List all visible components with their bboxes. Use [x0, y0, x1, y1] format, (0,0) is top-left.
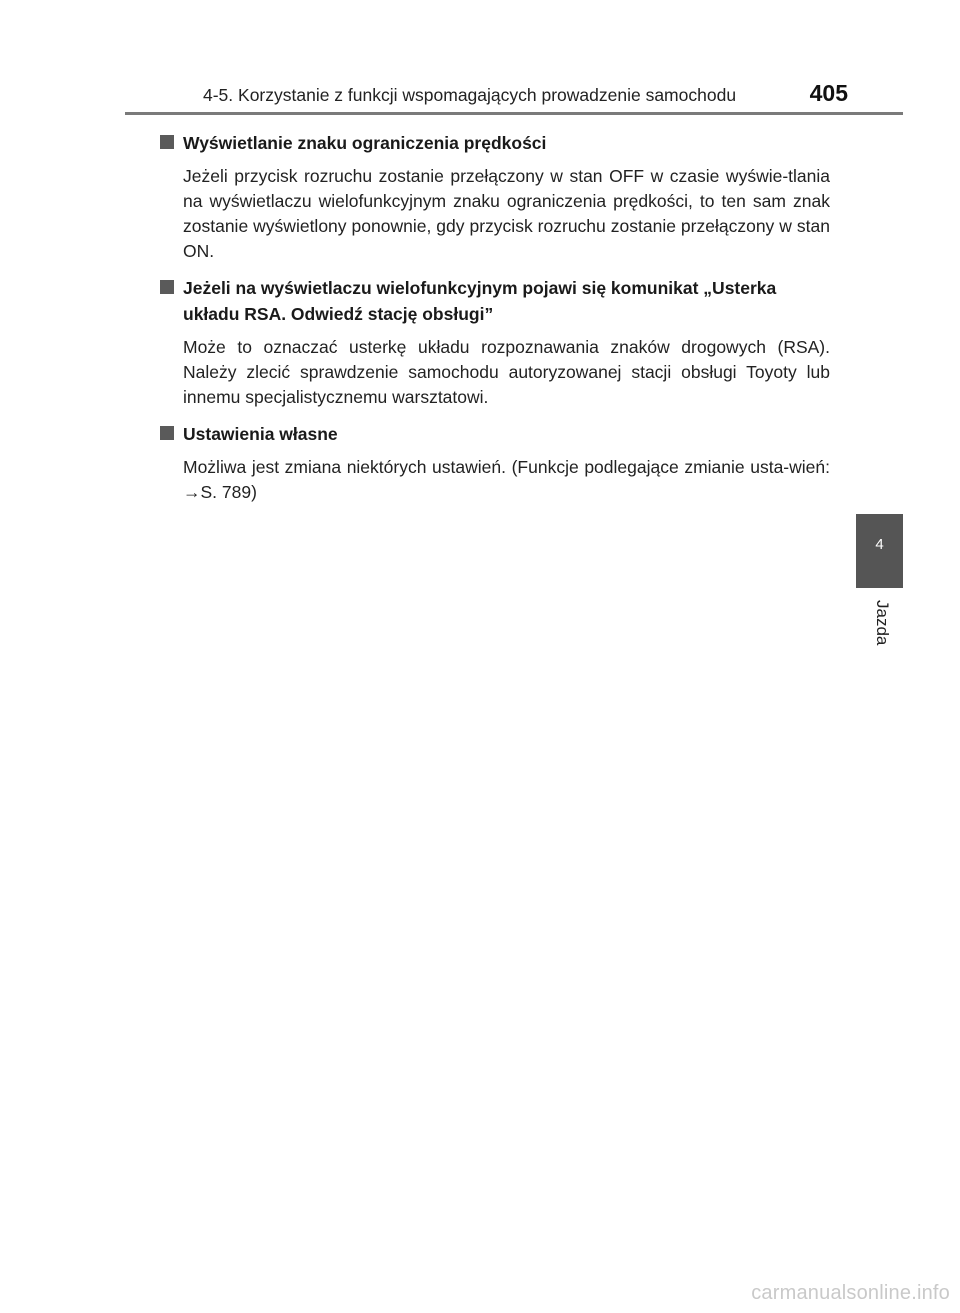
section-body: Możliwa jest zmiana niektórych ustawień. (Funkcje podlegające zmianie usta-wień: →S. 789): [183, 457, 830, 502]
section-heading-text: Jeżeli na wyświetlaczu wielofunkcyjnym pojawi się komunikat „Usterka układu RSA. Odwiedź stację obsługi”: [183, 278, 777, 324]
chapter-tab: 4: [856, 514, 903, 588]
section-speed-sign-display: [158, 130, 830, 264]
square-bullet-icon: [160, 280, 174, 294]
section-heading: [158, 421, 830, 447]
watermark-text: carmanualsonline.info: [751, 1282, 950, 1304]
page-header-title: 4-5. Korzystanie z funkcji wspomagających prowadzenie samochodu: [203, 85, 737, 105]
page-number: 405: [809, 80, 848, 106]
square-bullet-icon: [160, 135, 174, 149]
section-custom-settings: [158, 421, 830, 505]
section-heading-text: Ustawienia własne: [183, 424, 338, 444]
square-bullet-icon: [160, 426, 174, 440]
section-rsa-fault-message: [158, 275, 830, 410]
chapter-label: Jazda: [873, 600, 892, 646]
section-body: Może to oznaczać usterkę układu rozpoznawania znaków drogowych (RSA). Należy zlecić sprawdzenie samochodu autoryzowanej stacji obsługi Toyoty lub innemu specjalistycznemu warsztatowi.: [183, 337, 830, 407]
main-content: [158, 130, 830, 516]
section-heading: [158, 275, 830, 327]
section-body: Jeżeli przycisk rozruchu zostanie przełączony w stan OFF w czasie wyświe-tlania na wyświetlaczu wielofunkcyjnym znaku ograniczenia prędkości, to ten sam znak zostanie wyświetlony ponownie, gdy przycisk rozruchu zostanie przełączony w stan ON.: [183, 166, 830, 261]
header-divider: [125, 112, 903, 115]
section-heading: [158, 130, 830, 156]
section-heading-text: Wyświetlanie znaku ograniczenia prędkości: [183, 133, 547, 153]
